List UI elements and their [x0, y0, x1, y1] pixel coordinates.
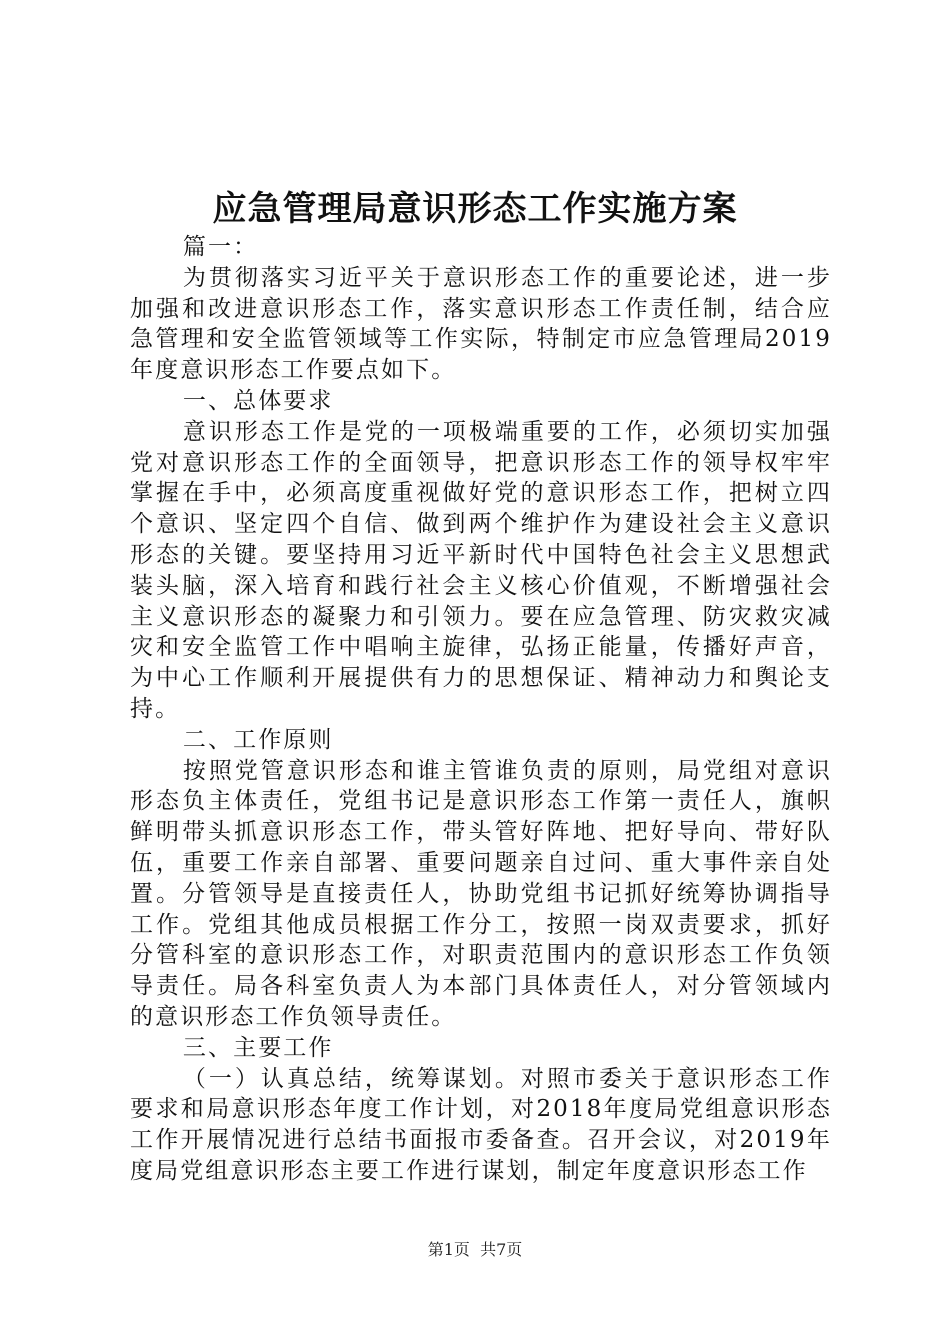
document-body [130, 232, 832, 1187]
overall-requirements-paragraph: 意识形态工作是党的一项极端重要的工作，必须切实加强党对意识形态工作的全面领导，把意识形态工作的领导权牢牢掌握在手中，必须高度重视做好党的意识形态工作，把树立四个意识、坚定四个自信、做到两个维护作为建设社会主义意识形态的关键。要坚持用习近平新时代中国特色社会主义思想武装头脑，深入培育和践行社会主义核心价值观，不断增强社会主义意识形态的凝聚力和引领力。要在应急管理、防灾救灾减灾和安全监管工作中唱响主旋律，弘扬正能量，传播好声音，为中心工作顺利开展提供有力的思想保证、精神动力和舆论支持。 [130, 418, 832, 722]
heading-work-principles: 二、工作原则 [182, 726, 334, 753]
intro-paragraph: 为贯彻落实习近平关于意识形态工作的重要论述，进一步加强和改进意识形态工作，落实意识形态工作责任制，结合应急管理和安全监管领域等工作实际，特制定市应急管理局2019年度意识形态工作要点如下。 [130, 264, 832, 384]
work-principles-paragraph: 按照党管意识形态和谁主管谁负责的原则，局党组对意识形态负主体责任，党组书记是意识形态工作第一责任人，旗帜鲜明带头抓意识形态工作，带头管好阵地、把好导向、带好队伍，重要工作亲自部署、重要问题亲自过问、重大事件亲自处置。分管领导是直接责任人，协助党组书记抓好统筹协调指导工作。党组其他成员根据工作分工，按照一岗双责要求，抓好分管科室的意识形态工作，对职责范围内的意识形态工作负领导责任。局各科室负责人为本部门具体责任人，对分管领域内的意识形态工作负领导责任。 [130, 757, 832, 1030]
heading-main-work: 三、主要工作 [182, 1034, 334, 1061]
page-number: 第1页 [427, 1240, 470, 1259]
page-footer [0, 1239, 950, 1261]
document-title: 应急管理局意识形态工作实施方案 [212, 189, 738, 229]
heading-overall-requirements: 一、总体要求 [182, 387, 334, 414]
main-work-item-1-paragraph: （一）认真总结，统筹谋划。对照市委关于意识形态工作要求和局意识形态年度工作计划，对2018年度局党组意识形态工作开展情况进行总结书面报市委备查。召开会议，对2019年度局党组意识形态主要工作进行谋划，制定年度意识形态工作 [130, 1065, 832, 1184]
section-label-pian-yi: 篇一： [182, 234, 259, 260]
page-total: 共7页 [480, 1240, 523, 1259]
